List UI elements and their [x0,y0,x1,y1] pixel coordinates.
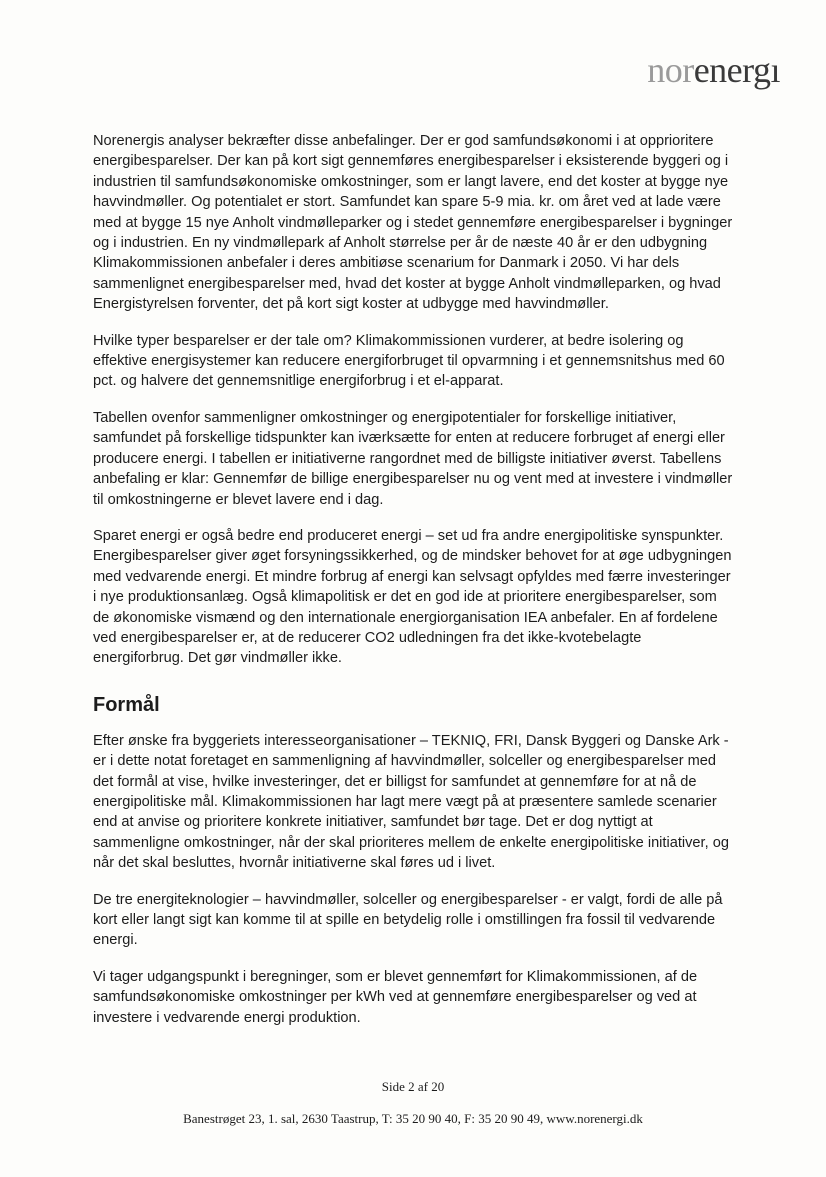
logo-prefix: nor [647,50,694,90]
footer-address: Banestrøget 23, 1. sal, 2630 Taastrup, T: 35 20 90 40, F: 35 20 90 49, www.norenergi.dk [183,1111,643,1126]
document-body [93,131,733,1044]
section-heading-formaal: Formål [93,693,160,716]
logo-suffix: energı [693,50,780,90]
paragraph-formaal-1: Efter ønske fra byggeriets interesseorganisationer – TEKNIQ, FRI, Dansk Byggeri og Danske Ark - er i dette notat foretaget en sammenligning af havvindmøller, solceller og energibesparelser med det formål at vise, hvilke investeringer, det er billigst for samfundet at gennemføre for at nå de energipolitiske mål. Klimakommissionen har lagt mere vægt på at præsentere samlede scenarier end at anvise og prioritere konkrete initiativer, samfundet bør tage. Det er dog nyttigt at sammenligne omkostninger, når der skal prioriteres mellem de enkelte energipolitiske initiativer, og når det skal besluttes, hvornår initiativerne skal føres ud i livet. [93,732,729,872]
paragraph-saved-energy: Sparet energi er også bedre end produceret energi – set ud fra andre energipolitiske synspunkter. Energibesparelser giver øget forsyningssikkerhed, og de mindsker behovet for at øge udbygningen med vedvarende energi. Et mindre forbrug af energi kan selvsagt opfyldes med færre investeringer i nye produktionsanlæg. Også klimapolitisk er det en god ide at prioritere energibesparelser, som de økonomiske vismænd og den internationale energiorganisation IEA anbefaler. En af fordelene ved energibesparelser er, at de reducerer CO2 udledningen fra det ikke-kvotebelagte energiforbrug. Det gør vindmøller ikke. [93,527,732,667]
paragraph-formaal-2: De tre energiteknologier – havvindmøller, solceller og energibesparelser - er valgt, fordi de alle på kort eller langt sigt kan komme til at spille en betydelig rolle i omstillingen fra fossil til vedvarende energi. [93,891,723,949]
paragraph-table-comparison: Tabellen ovenfor sammenligner omkostninger og energipotentialer for forskellige initiativer, samfundet på forskellige tidspunkter kan iværksætte for enten at reducere forbruget af energi eller producere energi. I tabellen er initiativerne rangordnet med de billigste initiativer øverst. Tabellens anbefaling er klar: Gennemfør de billige energibesparelser nu og vent med at investere i vindmøller til omkostningerne er blevet lavere end i dag. [93,409,733,508]
page-number: Side 2 af 20 [381,1079,445,1094]
paragraph-savings-types: Hvilke typer besparelser er der tale om? Klimakommissionen vurderer, at bedre isolering og effektive energisystemer kan reducere energiforbruget til opvarmning i et gennemsnitshus med 60 pct. og halvere det gennemsnitlige energiforbrug i et el-apparat. [93,332,725,390]
paragraph-formaal-3: Vi tager udgangspunkt i beregninger, som er blevet gennemført for Klimakommissionen, af de samfundsøkonomiske omkostninger per kWh ved at gennemføre energibesparelser og ved at investere i vedvarende energi produktion. [93,968,698,1026]
norenergi-logo [647,52,780,88]
paragraph-analyses: Norenergis analyser bekræfter disse anbefalinger. Der er god samfundsøkonomi i at opprioritere energibesparelser. Der kan på kort sigt gennemføres energibesparelser i eksisterende byggeri og i industrien til samfundsøkonomiske omkostninger, som er langt lavere, end det koster at bygge nye havvindmøller. Og potentialet er stort. Samfundet kan spare 5-9 mia. kr. om året ved at lade være med at bygge 15 nye Anholt vindmølleparker og i stedet gennemføre energibesparelser i bygninger og i industrien. En ny vindmøllepark af Anholt størrelse per år de næste 40 år er den udbygning Klimakommissionen anbefaler i deres ambitiøse scenarium for Danmark i 2050. Vi har dels sammenlignet energibesparelser med, hvad det koster at bygge Anholt vindmølleparken, og hvad Energistyrelsen forventer, det på kort sigt koster at udbygge med havvindmøller. [93,133,733,313]
